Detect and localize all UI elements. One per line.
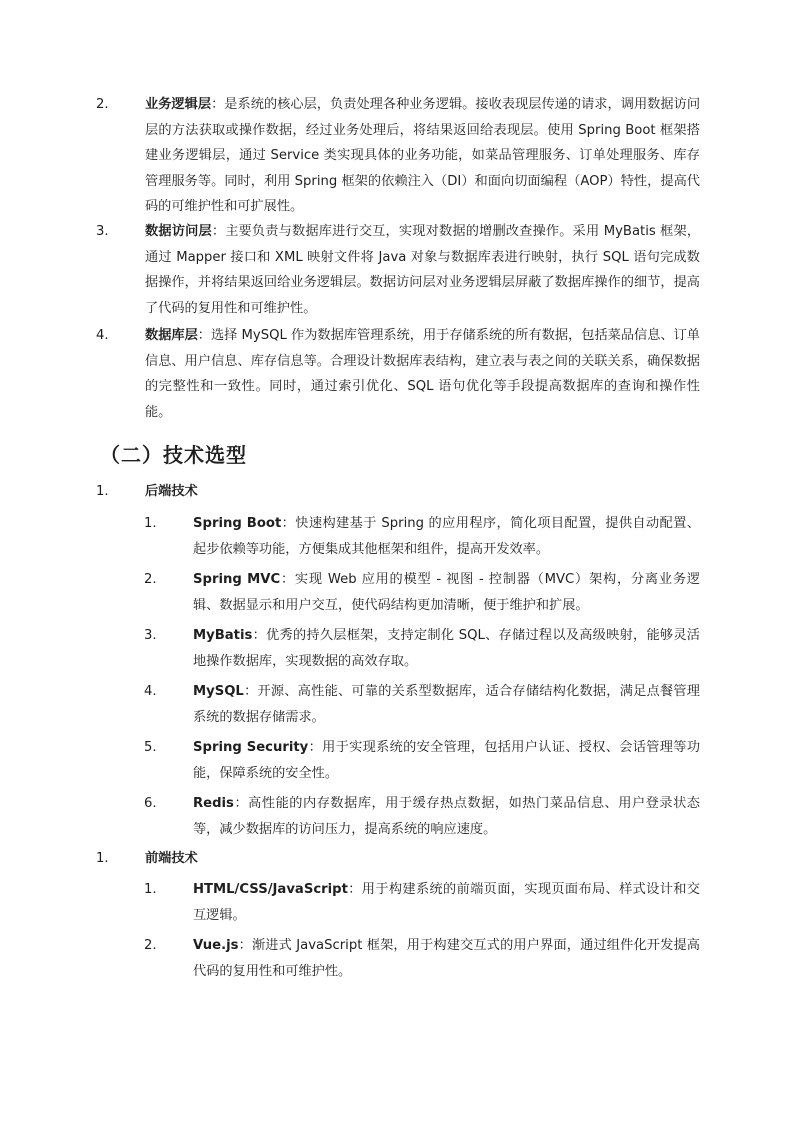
list-item bbox=[96, 92, 700, 220]
list-term: HTML/CSS/JavaScript bbox=[193, 882, 348, 897]
list-text bbox=[193, 679, 700, 730]
list-item bbox=[96, 323, 700, 427]
list-desc: ：实现 Web 应用的模型 - 视图 - 控制器（MVC）架构，分离业务逻辑、数据显示和用户交互，使代码结构更加清晰，便于维护和扩展。 bbox=[193, 572, 700, 613]
list-desc: ：用于实现系统的安全管理，包括用户认证、授权、会话管理等功能，保障系统的安全性。 bbox=[193, 740, 701, 781]
list-text bbox=[193, 567, 700, 618]
list-text bbox=[193, 511, 700, 562]
list-number: 4. bbox=[144, 684, 157, 699]
list-number: 1. bbox=[96, 484, 109, 499]
section-heading: （二）技术选型 bbox=[100, 443, 247, 467]
list-desc: ：开源、高性能、可靠的关系型数据库，适合存储结构化数据，满足点餐管理系统的数据存储需求。 bbox=[193, 684, 700, 725]
list-desc: ：优秀的持久层框架，支持定制化 SQL、存储过程以及高级映射，能够灵活地操作数据库，实现数据的高效存取。 bbox=[193, 628, 700, 669]
list-text bbox=[193, 933, 700, 984]
list-text bbox=[193, 735, 700, 786]
subheading-title: 前端技术 bbox=[145, 851, 198, 866]
list-item bbox=[144, 511, 700, 563]
list-desc: ：主要负责与数据库进行交互，实现对数据的增删改查操作。采用 MyBatis 框架，通过 Mapper 接口和 XML 映射文件将 Java 对象与数据库表进行映射，执行 SQL 语句完成数据操作，并将结果返回给业务逻辑层。数据访问层对业务逻辑层屏蔽了数据库操作的细节，提高了代码的复用性和可维护性。 bbox=[145, 224, 701, 316]
list-item bbox=[96, 219, 700, 323]
list-item bbox=[144, 735, 700, 787]
list-number: 3. bbox=[96, 224, 109, 239]
list-term: Redis bbox=[193, 796, 234, 811]
list-text bbox=[145, 219, 700, 321]
subheading-title: 后端技术 bbox=[145, 484, 198, 499]
list-term: 业务逻辑层 bbox=[145, 97, 212, 112]
list-term: MySQL bbox=[193, 684, 244, 699]
list-number: 5. bbox=[144, 740, 157, 755]
list-item bbox=[144, 877, 700, 929]
list-item bbox=[144, 623, 700, 675]
list-item bbox=[144, 933, 700, 985]
list-number: 2. bbox=[144, 938, 157, 953]
list-term: 数据访问层 bbox=[145, 224, 212, 239]
list-desc: ：渐进式 JavaScript 框架，用于构建交互式的用户界面，通过组件化开发提高代码的复用性和可维护性。 bbox=[193, 938, 700, 979]
list-text bbox=[145, 323, 700, 425]
list-desc: ：高性能的内存数据库，用于缓存热点数据，如热门菜品信息、用户登录状态等，减少数据库的访问压力，提高系统的响应速度。 bbox=[193, 796, 700, 837]
list-item bbox=[144, 567, 700, 619]
list-desc: ：选择 MySQL 作为数据库管理系统，用于存储系统的所有数据，包括菜品信息、订单信息、用户信息、库存信息等。合理设计数据库表结构，建立表与表之间的关联关系，确保数据的完整性和一致性。同时，通过索引优化、SQL 语句优化等手段提高数据库的查询和操作性能。 bbox=[145, 328, 700, 420]
list-number: 1. bbox=[96, 851, 109, 866]
list-item bbox=[144, 679, 700, 731]
list-text bbox=[193, 877, 700, 928]
list-number: 2. bbox=[144, 572, 157, 587]
list-desc: ：是系统的核心层，负责处理各种业务逻辑。接收表现层传递的请求，调用数据访问层的方法获取或操作数据，经过业务处理后，将结果返回给表现层。使用 Spring Boot 框架搭建业务逻辑层，通过 Service 类实现具体的业务功能，如菜品管理服务、订单处理服务、库存管理服务等。同时，利用 Spring 框架的依赖注入（DI）和面向切面编程（AOP）特性，提高代码的可维护性和可扩展性。 bbox=[145, 97, 701, 215]
list-number: 4. bbox=[96, 328, 109, 343]
list-item bbox=[144, 791, 700, 843]
list-number: 2. bbox=[96, 97, 109, 112]
list-text bbox=[193, 623, 700, 674]
list-term: MyBatis bbox=[193, 628, 253, 643]
list-number: 6. bbox=[144, 796, 157, 811]
list-term: 数据库层 bbox=[145, 328, 198, 343]
list-number: 3. bbox=[144, 628, 157, 643]
list-number: 1. bbox=[144, 516, 157, 531]
list-desc: ：快速构建基于 Spring 的应用程序，简化项目配置，提供自动配置、起步依赖等功能，方便集成其他框架和组件，提高开发效率。 bbox=[193, 516, 700, 557]
list-desc: ：用于构建系统的前端页面，实现页面布局、样式设计和交互逻辑。 bbox=[193, 882, 700, 923]
list-text bbox=[193, 791, 700, 842]
list-term: Spring Boot bbox=[193, 516, 282, 531]
list-term: Spring Security bbox=[193, 740, 309, 755]
list-number: 1. bbox=[144, 882, 157, 897]
list-term: Vue.js bbox=[193, 938, 239, 953]
list-term: Spring MVC bbox=[193, 572, 281, 587]
list-text bbox=[145, 92, 700, 220]
